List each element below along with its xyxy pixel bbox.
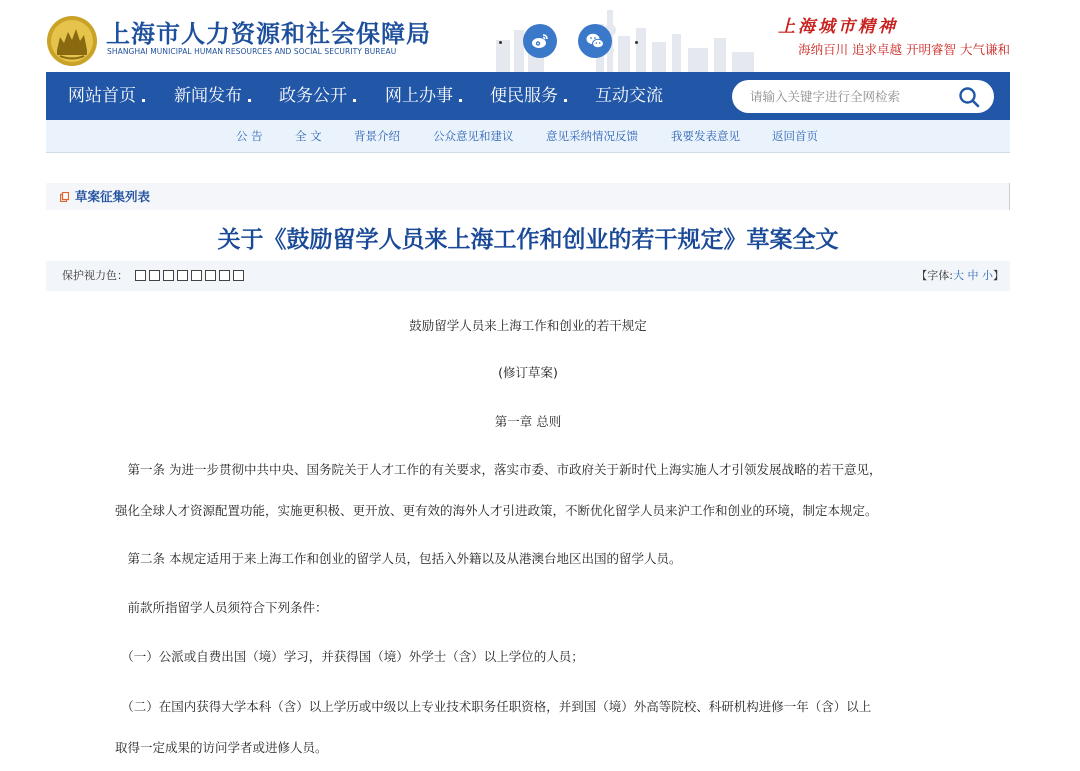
font-size-suffix: 】: [993, 269, 1004, 282]
site-title[interactable]: 上海市人力资源和社会保障局: [106, 20, 431, 48]
search-box: [732, 80, 994, 113]
paragraph: 强化全球人才资源配置功能，实施更积极、更开放、更有效的海外人才引进政策，不断优化留学人员来沪工作和创业的环境，制定本规定。: [115, 503, 878, 518]
nav-separator: [142, 99, 145, 102]
list-icon: [60, 192, 69, 202]
separator-dot: [635, 41, 638, 44]
city-spirit-motto: 海纳百川 追求卓越 开明睿智 大气谦和: [798, 42, 1010, 57]
paragraph: （二）在国内获得大学本科（含）以上学历或中级以上专业技术职务任职资格，并到国（境）外高等院校、科研机构进修一年（含）以上: [115, 699, 872, 714]
nav-item-home[interactable]: 网站首页: [68, 86, 136, 106]
main-nav: [46, 72, 1010, 120]
content-subheading: (修订草案): [498, 365, 558, 380]
subnav-background[interactable]: 背景介绍: [354, 129, 400, 143]
shanghai-emblem-icon[interactable]: [46, 15, 98, 67]
search-input[interactable]: [750, 80, 950, 113]
wechat-icon: [585, 31, 605, 51]
subnav-full-text[interactable]: 全 文: [295, 129, 322, 143]
separator-dot: [499, 41, 502, 44]
nav-item-online-services[interactable]: 网上办事: [385, 86, 453, 106]
subnav-submit-opinion[interactable]: 我要发表意见: [671, 129, 740, 143]
nav-item-gov-info[interactable]: 政务公开: [279, 86, 347, 106]
nav-separator: [459, 99, 462, 102]
breadcrumb: [46, 183, 1010, 210]
font-size-large[interactable]: 大: [953, 269, 964, 282]
weibo-icon: [530, 31, 550, 51]
font-size-tools: [916, 261, 1004, 291]
nav-separator: [564, 99, 567, 102]
site-header: [46, 0, 1010, 72]
breadcrumb-draft-list-link[interactable]: 草案征集列表: [75, 189, 151, 204]
color-swatch[interactable]: [163, 270, 174, 281]
color-swatch[interactable]: [205, 270, 216, 281]
chapter-heading: 第一章 总则: [494, 414, 562, 429]
page-title: 关于《鼓励留学人员来上海工作和创业的若干规定》草案全文: [217, 227, 839, 253]
subnav-announcement[interactable]: 公 告: [236, 129, 263, 143]
subnav-back-home[interactable]: 返回首页: [772, 129, 818, 143]
color-swatch[interactable]: [233, 270, 244, 281]
font-size-medium[interactable]: 中: [967, 269, 979, 282]
eye-protection-swatches: [135, 270, 244, 282]
nav-item-interaction[interactable]: 互动交流: [595, 86, 663, 106]
nav-separator: [248, 99, 251, 102]
nav-item-public-services[interactable]: 便民服务: [490, 86, 558, 106]
eye-protection-label: 保护视力色：: [62, 269, 128, 282]
content-heading: 鼓励留学人员来上海工作和创业的若干规定: [409, 318, 647, 333]
sub-nav: [46, 120, 1010, 153]
color-swatch[interactable]: [219, 270, 230, 281]
weibo-button[interactable]: [523, 24, 557, 58]
site-subtitle: SHANGHAI MUNICIPAL HUMAN RESOURCES AND SOCIAL SECURITY BUREAU: [107, 47, 397, 56]
font-size-small[interactable]: 小: [982, 269, 993, 282]
font-size-prefix: 【字体:: [916, 269, 953, 282]
search-icon[interactable]: [958, 86, 980, 108]
subnav-feedback[interactable]: 意见采纳情况反馈: [546, 129, 638, 143]
nav-separator: [353, 99, 356, 102]
city-spirit-title: 上海城市精神: [778, 17, 898, 37]
paragraph: （一）公派或自费出国（境）学习，并获得国（境）外学士（含）以上学位的人员；: [115, 649, 584, 664]
reading-toolbar: [46, 261, 1010, 291]
color-swatch[interactable]: [149, 270, 160, 281]
skyline-decoration: [476, 0, 766, 72]
paragraph: 取得一定成果的访问学者或进修人员。: [115, 740, 328, 755]
color-swatch[interactable]: [135, 270, 146, 281]
wechat-button[interactable]: [578, 24, 612, 58]
paragraph: 第二条 本规定适用于来上海工作和创业的留学人员，包括入外籍以及从港澳台地区出国的留学人员。: [115, 551, 682, 566]
subnav-public-opinions[interactable]: 公众意见和建议: [433, 129, 514, 143]
color-swatch[interactable]: [191, 270, 202, 281]
nav-item-news[interactable]: 新闻发布: [174, 86, 242, 106]
paragraph: 第一条 为进一步贯彻中共中央、国务院关于人才工作的有关要求，落实市委、市政府关于新时代上海实施人才引领发展战略的若干意见，: [115, 462, 882, 477]
paragraph: 前款所指留学人员须符合下列条件：: [115, 600, 328, 615]
color-swatch[interactable]: [177, 270, 188, 281]
